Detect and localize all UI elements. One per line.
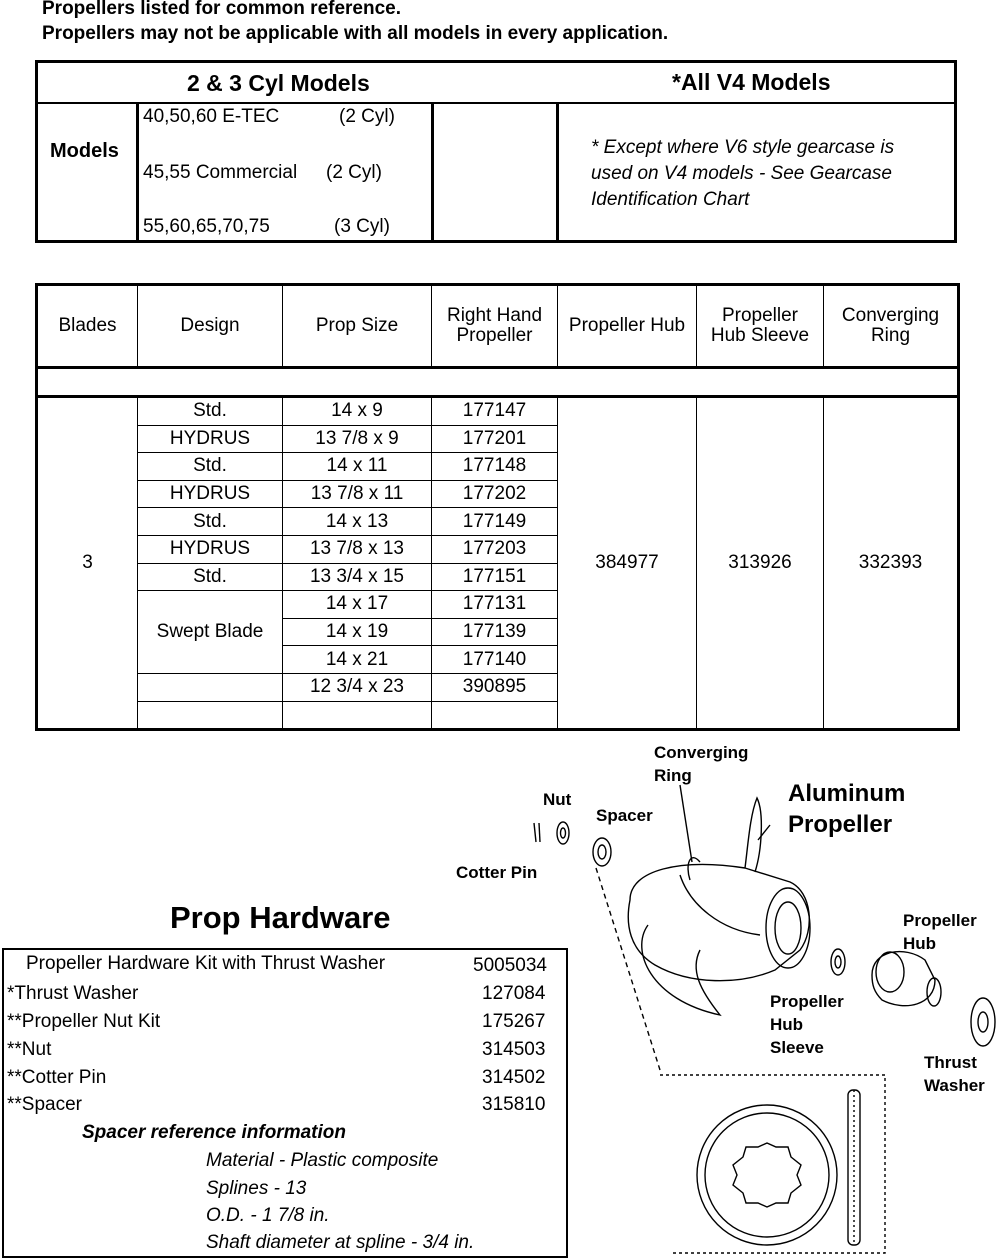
label-line: Hub: [770, 1015, 804, 1034]
header-2-3-cyl-models: 2 & 3 Cyl Models: [187, 70, 370, 96]
col-header-propeller-hub: Propeller Hub: [558, 285, 697, 368]
label-line: Propeller: [770, 992, 844, 1011]
size-cell: 14 x 19: [283, 618, 432, 646]
label-thrust-washer: [924, 1051, 985, 1097]
label-line: Ring: [654, 766, 692, 785]
part-cell: 177148: [432, 453, 558, 481]
models-row-label: Models: [50, 140, 119, 162]
label-line: Hub: [903, 934, 937, 953]
part-cell: 177140: [432, 646, 558, 674]
hardware-item-label: *Thrust Washer: [7, 983, 139, 1004]
v4-note-line: Identification Chart: [591, 189, 750, 210]
part-cell: 177202: [432, 480, 558, 508]
part-cell: 177147: [432, 397, 558, 426]
label-cotter-pin: Cotter Pin: [456, 863, 538, 882]
label-propeller-hub-sleeve: [770, 990, 844, 1059]
propeller-hub-illustration: [872, 952, 941, 1006]
hardware-item-label: **Spacer: [7, 1094, 82, 1115]
header-line: Propeller: [456, 325, 533, 346]
spacer-info-heading: Spacer reference information: [82, 1122, 346, 1143]
spacer-info-line: Splines - 13: [206, 1178, 307, 1199]
part-cell: 177201: [432, 425, 558, 453]
col-header-prop-size: Prop Size: [283, 285, 432, 368]
size-cell: 13 3/4 x 15: [283, 563, 432, 591]
hardware-item-label: Propeller Hardware Kit with Thrust Washer: [26, 953, 386, 974]
design-cell: Std.: [138, 397, 283, 426]
hardware-item-part: 314502: [482, 1067, 546, 1088]
blades-cell: 3: [37, 397, 138, 730]
note-common-reference: Propellers listed for common reference.: [42, 0, 402, 19]
spacer-info-line: O.D. - 1 7/8 in.: [206, 1205, 330, 1226]
col-header-design: Design: [138, 285, 283, 368]
size-cell: 14 x 11: [283, 453, 432, 481]
header-v4-models: *All V4 Models: [672, 69, 831, 95]
header-line: Propeller: [721, 305, 799, 326]
part-cell: 390895: [432, 673, 558, 701]
size-cell: 14 x 17: [283, 591, 432, 619]
hardware-item-part: 175267: [482, 1011, 546, 1032]
v4-note-line: used on V4 models - See Gearcase: [591, 163, 893, 184]
spacer-info-line: Shaft diameter at spline - 3/4 in.: [206, 1232, 475, 1253]
design-cell-swept-blade: Swept Blade: [138, 591, 283, 674]
label-line: Converging: [654, 743, 749, 762]
label-spacer: Spacer: [596, 806, 653, 825]
header-line: Hub Sleeve: [710, 325, 810, 346]
label-line: Propeller: [903, 911, 977, 930]
spacer-detail-box: [660, 1075, 885, 1253]
hardware-item-label: **Cotter Pin: [7, 1067, 107, 1088]
label-line: Thrust: [924, 1053, 977, 1072]
part-cell: 177131: [432, 591, 558, 619]
design-cell: HYDRUS: [138, 535, 283, 563]
design-cell: Std.: [138, 563, 283, 591]
model-cyl: (2 Cyl): [339, 106, 395, 127]
size-cell: 14 x 21: [283, 646, 432, 674]
label-nut: Nut: [543, 790, 572, 809]
label-converging-ring: [654, 741, 748, 787]
prop-hardware-title: Prop Hardware: [170, 900, 391, 935]
cotter-pin-illustration: [534, 823, 540, 842]
hardware-item-part: 315810: [482, 1094, 546, 1115]
design-cell: Std.: [138, 508, 283, 536]
label-propeller-hub: [903, 909, 977, 955]
part-cell: 177139: [432, 618, 558, 646]
ring-cell: 332393: [824, 397, 959, 730]
design-cell: HYDRUS: [138, 480, 283, 508]
hub-cell: 384977: [558, 397, 697, 730]
model-name: 40,50,60 E-TEC: [143, 106, 280, 127]
model-name: 45,55 Commercial: [143, 162, 298, 183]
hardware-item-part: 5005034: [473, 955, 547, 976]
col-header-blades: Blades: [37, 285, 138, 368]
label-line: Aluminum: [788, 780, 906, 807]
thrust-washer-illustration: [971, 998, 995, 1046]
spacer-illustration: [593, 838, 611, 866]
hardware-item-part: 127084: [482, 983, 546, 1004]
note-applicability: Propellers may not be applicable with all models in every application.: [42, 23, 669, 44]
hardware-item-label: **Propeller Nut Kit: [7, 1011, 161, 1032]
header-line: Converging: [841, 305, 940, 326]
design-cell: Std.: [138, 453, 283, 481]
label-line: Sleeve: [770, 1038, 824, 1057]
label-line: Washer: [924, 1076, 985, 1095]
part-cell: 177149: [432, 508, 558, 536]
hardware-item-part: 314503: [482, 1039, 546, 1060]
label-aluminum-propeller: [788, 778, 905, 840]
size-cell: 13 7/8 x 11: [283, 480, 432, 508]
size-cell: 14 x 13: [283, 508, 432, 536]
aluminum-propeller-illustration: [628, 798, 810, 1015]
model-name: 55,60,65,70,75: [143, 216, 270, 237]
v4-note-line: * Except where V6 style gearcase is: [591, 137, 895, 158]
model-cyl: (3 Cyl): [334, 216, 390, 237]
label-line: Propeller: [788, 811, 893, 838]
model-cyl: (2 Cyl): [326, 162, 382, 183]
hardware-item-label: **Nut: [7, 1039, 52, 1060]
nut-illustration: [557, 822, 569, 844]
header-line: Ring: [870, 325, 911, 346]
hub-sleeve-illustration: [831, 949, 845, 975]
header-line: Right Hand: [446, 305, 543, 326]
size-cell: 13 7/8 x 13: [283, 535, 432, 563]
size-cell: 13 7/8 x 9: [283, 425, 432, 453]
part-cell: 177203: [432, 535, 558, 563]
spacer-info-line: Material - Plastic composite: [206, 1150, 439, 1171]
sleeve-cell: 313926: [697, 397, 824, 730]
design-cell: HYDRUS: [138, 425, 283, 453]
size-cell: 12 3/4 x 23: [283, 673, 432, 701]
size-cell: 14 x 9: [283, 397, 432, 426]
part-cell: 177151: [432, 563, 558, 591]
